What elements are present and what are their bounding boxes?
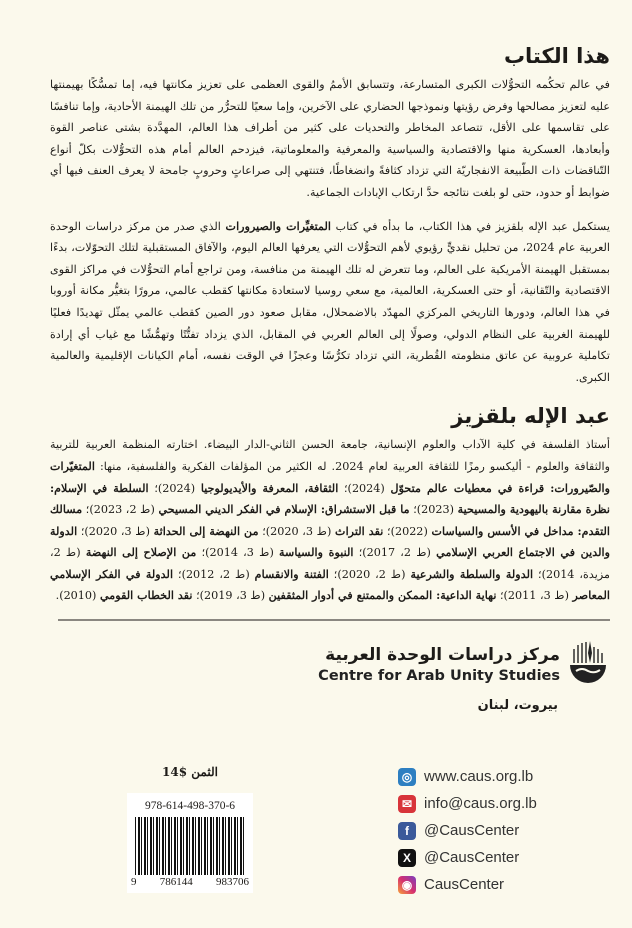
- publication-title: نقد الخطاب القومي: [99, 588, 193, 603]
- price-value: $14: [162, 765, 188, 780]
- contact-text: www.caus.org.lb: [424, 768, 534, 786]
- bio-text: أستاذ الفلسفة في كلية الآداب والعلوم الإنسانية، جامعة الحسن الثاني-الدار البيضاء. اختارته المنظمة العربية للتربية والثقافة والعلوم - أليكسو رمزًا للثقافة العربية لعام 2024. له الكثير من المؤلفات الفكرية والفلسفية، منها:: [50, 438, 610, 473]
- publication-title: مسالك التقدم: مداخل في الأسس والسياسات: [50, 502, 611, 538]
- x-icon: X: [398, 849, 416, 867]
- globe-icon: ◎: [398, 768, 416, 786]
- bio-text: (ط 3، 2014)؛: [196, 546, 280, 560]
- publication-title: نقد التراث: [335, 523, 384, 538]
- publication-title: الدولة والسلطة والشرعية: [410, 566, 534, 581]
- contact-text: CausCenter: [424, 876, 505, 894]
- bio-text: (ط 3، 2019)؛: [192, 589, 269, 603]
- bio-text: (ط 2، 2017)؛: [353, 546, 437, 560]
- book-heading: هذا الكتاب: [503, 44, 610, 68]
- publication-title: الثقافة، المعرفة والأيديولوجيا: [200, 480, 339, 495]
- publication-title: من الإصلاح إلى النهضة: [85, 545, 197, 560]
- bio-text: (2010).: [55, 589, 100, 603]
- bio-text: (2022)؛: [383, 524, 432, 538]
- publication-title: النبوة والسياسة: [279, 545, 354, 560]
- bio-text: (ط 3، 2020)؛: [77, 524, 154, 538]
- publication-title: الدولة في الفكر الإسلامي المعاصر: [50, 566, 610, 603]
- publication-title: الفتنة والانقسام: [254, 566, 329, 581]
- publication-title: المتغيّرات والصّيرورات: قراءة في معطيات عالم متحوّل: [50, 458, 611, 495]
- contact-x[interactable]: [398, 844, 537, 871]
- publication-title: الدولة والدين في الاجتماع العربي الإسلامي: [50, 523, 611, 560]
- bio-text: (ط 2، 2020)؛: [328, 567, 411, 581]
- publisher-emblem-icon: [566, 639, 610, 691]
- contact-text: @CausCenter: [424, 849, 520, 867]
- publisher-name-en: Centre for Arab Unity Studies: [318, 668, 560, 685]
- bio-text: (ط 3، 2020)؛: [258, 524, 336, 538]
- isbn-barcode: [127, 793, 253, 893]
- bio-text: (ط 2، 2023)؛: [82, 503, 159, 517]
- referenced-book-title: المتغيِّرات والصيرورات: [225, 218, 332, 233]
- paragraph-text: يستكمل عبد الإله بلقزيز في هذا الكتاب، ما بدأه في كتاب: [331, 219, 610, 233]
- bio-text: (ط 2، 2012)؛: [173, 567, 255, 581]
- bio-text: (ط 2، مزيدة، 2014)؛: [50, 546, 610, 581]
- bio-text: (2024)؛: [148, 481, 201, 495]
- contact-website[interactable]: [398, 763, 537, 790]
- contact-instagram[interactable]: [398, 871, 537, 898]
- contact-text: @CausCenter: [424, 822, 520, 840]
- bio-text: (2024)؛: [338, 481, 391, 495]
- isbn-number: 978-614-498-370-6: [144, 800, 236, 813]
- publisher-logo: [318, 639, 610, 691]
- publisher-city: بيروت، لبنان: [477, 698, 558, 714]
- contact-list: [398, 763, 537, 898]
- author-bio: [50, 434, 610, 607]
- contact-text: info@caus.org.lb: [424, 795, 537, 813]
- barcode-digits-left: 786144: [159, 876, 193, 889]
- price: [162, 763, 218, 781]
- facebook-icon: f: [398, 822, 416, 840]
- publication-title: ما قبل الاستشراق: الإسلام في الفكر الديني المسيحي: [158, 502, 410, 517]
- bio-text: (2023)؛: [409, 503, 458, 517]
- contact-facebook[interactable]: [398, 817, 537, 844]
- mail-icon: ✉: [398, 795, 416, 813]
- publication-title: السلطة في الإسلام: نظرة مقارنة باليهودية والمسيحية: [50, 480, 610, 517]
- paragraph-text: الذي صدر من مركز دراسات الوحدة العربية عام 2024، من تحليل نقديٍّ رؤيوي لأهم التحوُّلات التي يعرفها العالم اليوم، والآفاق المستقبلية لتلك التحوّلات، بدءًا بمستقبل الهيمنة الأمريكية على العالم، وما تتعرض له تلك الهيمنة من منافسة، ومن تراجع أمام التحوُّلات في مراكز القوى الاقتصادية والتّقانية، أو حتى العسكرية، العالمية، مع سعي روسيا لاستعادة مكانتها كقطب عالمي، مرورًا بتغيُّر مكانة أوروبا في هذا العالم، ودورها التاريخي المركزي المهدّد بالاضمحلال، مقابل صعود دور الصين كقطب عالمي يمثّل تهديدًا فعليًا للهيمنة الغربية على النظام الدولي، وصولًا إلى العالم العربي في المقابل، الذي يزداد تفتُّتًا وتهمُّشًا مع غياب أي إرادة تكاملية عروبية عن عاتق منظومته القُطرية، التي تزداد تكرُّسًا وعجزًا في الوقت نفسه، أمام الكيانات الإقليمية والعالمية الكبرى.: [50, 219, 610, 384]
- book-description-paragraph-2: [50, 216, 610, 389]
- publisher-name-ar: مركز دراسات الوحدة العربية: [325, 645, 560, 666]
- price-label: الثمن: [191, 765, 218, 780]
- barcode-digit: 9: [131, 876, 137, 889]
- book-description-paragraph-1: في عالم تحكُمه التحوُّلات الكبرى المتسارعة، وتتسابق الأممُ والقوى العظمى على تعزيز مكانتها فيه، إما تمسُّكًا بهيمنتها عليه لتعزيز مصالحها وفرض رؤيتها ونموذجها الحضاري على الآخرين، وإما سعيًا للتحرُّر من تلك الهيمنة الأحادية، وإما تنافسًا على تقاسمها على الأقل، تتصاعد المخاطر والتحديات على كثير من أطراف هذا العالم، المهدَّدة بشتى عناصر القوة وأبعادها، العسكرية منها والاقتصادية والسياسية والمعرفية والمعلوماتية، فيزدحم العالم أمام هذه التحوُّلات بكلّ أنواع التّناقضات ذات الطّبيعة الانفجاريّة التي تزداد كثافةً وانضغاطًا، فتنتهي إلى صراعاتٍ وحروبٍ جامحة لا يعرف العنف فيها أي ضوابط أو حدود، حتى لو بلغت نتائجه حدَّ ارتكاب الإبادات الجماعية.: [50, 78, 610, 199]
- instagram-icon: ◉: [398, 876, 416, 894]
- divider: [58, 619, 610, 621]
- barcode-digits-right: 983706: [216, 876, 249, 889]
- publication-title: نهاية الداعية: الممكن والممتنع في أدوار المثقفين: [268, 588, 497, 603]
- bio-text: (ط 3، 2011)؛: [496, 589, 573, 603]
- author-name-heading: عبد الإله بلقزيز: [451, 404, 610, 429]
- contact-email[interactable]: [398, 790, 537, 817]
- barcode-bars: [135, 817, 245, 875]
- publication-title: من النهضة إلى الحداثة: [153, 523, 259, 538]
